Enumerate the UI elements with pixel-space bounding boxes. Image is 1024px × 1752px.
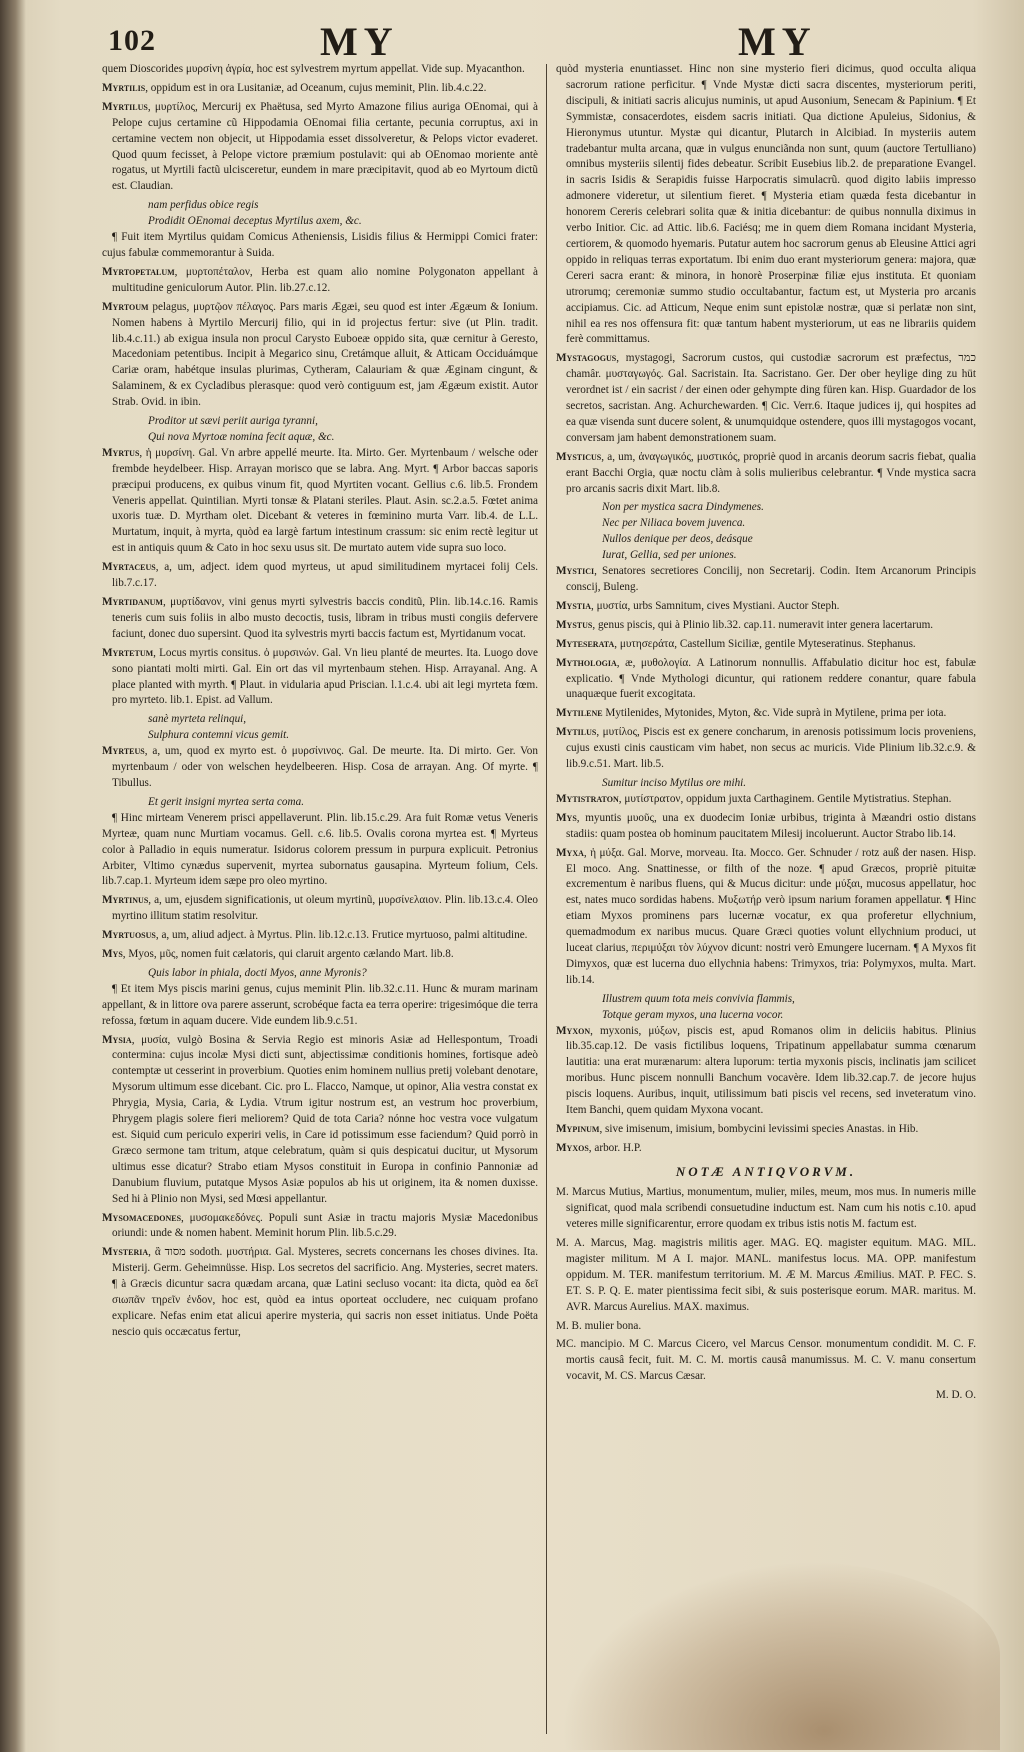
verse-line: Totque geram myxos, una lucerna vocor.: [602, 1008, 784, 1021]
abbreviation-entry: M. B. mulier bona.: [556, 1319, 642, 1332]
verse-line: Sulphura contemni vicus gemit.: [148, 729, 290, 742]
dictionary-entry: Myrtuosus, a, um, aliud adject. à Myrtus. Plin. lib.12.c.13. Frutice myrtuoso, palmi altitudine.: [102, 929, 528, 942]
headword: Mystagogus: [556, 352, 617, 365]
dictionary-entry: ¶ Fuit item Myrtilus quidam Comicus Atheniensis, Lisidis filius & Hermippi Comici frater: cujus fabulæ commemorantur à Suida.: [102, 231, 538, 259]
running-head-left: MY: [320, 19, 399, 64]
dictionary-entry: Myrtopetalum, μυρτοπέταλον, Herba est quam alio nomine Polygonaton appellant à multitudine geniculorum Autor. Plin. lib.27.c.12.: [102, 265, 538, 294]
right-column: [556, 62, 976, 1407]
dictionary-entry: Mystagogus, mystagogi, Sacrorum custos, qui custodiæ sacrorum est præfectus, כמר chamâr. μυσταγωγός. Gal. Sacristain. Ita. Sacristano. Ger. Der ober heylige ding zu hüt verordnet ist / ein sacrist / der einen oder gehympte ding füren kan. Hisp. Guardador de los secretos, sacristan. Ang. Achurchewarden. ¶ Cic. Verr.6. Itaque judices ij, qui hospites ad ea quæ visenda sunt ducere solent, & unumquidque ostendere, quos illi mystagogos vocant, conversam jam habent demonstrationem suam.: [556, 352, 976, 444]
headword: Mytilene: [556, 707, 603, 720]
headword: Mysteria: [102, 1246, 149, 1259]
dictionary-entry: Myrteus, a, um, quod ex myrto est. ὁ μυρσίνινος. Gal. De meurte. Ita. Di mirto. Ger. Von myrtenbaum / oder von welschen heydelbeeren. Hisp. Cosa de arrayan. Ang. Of myrte. ¶ Tibullus.: [102, 745, 538, 789]
verse-line: nam perfidus obice regis: [148, 199, 259, 212]
headword: Myrtopetalum: [102, 265, 175, 278]
headword: Myrtetum: [102, 646, 154, 659]
dictionary-entry: Mystia, μυστία, urbs Samnitum, cives Mystiani. Auctor Steph.: [556, 599, 840, 612]
page-number: 102: [108, 24, 156, 57]
water-stain: [560, 1560, 1000, 1750]
dictionary-entry: Myteserata, μυτησεράτα, Castellum Siciliæ, gentile Myteseratinus. Stephanus.: [556, 637, 916, 650]
column-divider: [546, 64, 547, 1734]
abbreviation-entry: MC. mancipio. M C. Marcus Cicero, vel Marcus Censor. monumentum condidit. M. C. F. mortis causâ fecit, fuit. M. C. M. mortis causâ manumissus. M. C. V. manu consertum vocavit, M. CS. Marcus Cæsar.: [556, 1338, 976, 1383]
dictionary-entry: Mythologia, æ, μυθολογία. A Latinorum nonnullis. Affabulatio dicitur hoc est, fabulæ explicatio. ¶ Vnde Mythologi dicuntur, qui rationem reddere conantur, quare fabula unaquæque fuerit excogitata.: [556, 656, 976, 701]
dictionary-entry: Mys, myuntis μυοῦς, una ex duodecim Ioniæ urbibus, triginta à Mæandri ostio distans stadiis: quam postea ob hominum paucitatem Milesij incoluerunt. Auctor Strabo lib.14.: [556, 811, 976, 840]
verse-line: Non per mystica sacra Dindymenes.: [602, 501, 764, 514]
dictionary-entry: Mypinum, sive imisenum, imisium, bombycini levissimi species Anastas. in Hib.: [556, 1123, 919, 1135]
dictionary-entry: Myxa, ἡ μύξα. Gal. Morve, morveau. Ita. Mocco. Ger. Schnuder / rotz auß der nasen. Hisp. El moco. Ang. Snattinesse, or filth of the noze. ¶ apud Græcos, propriè pituitæ excrementum è naribus fluens, qui & Mucus dicitur: unde μύξαι, mucosus appellatur, hoc est, nates muco sordidas habens. Μυξωτήρ verò ipsum narium foramen appellatur. ¶ Hinc etiam Myxos prominens pars lucernæ vocatur, ex qua proferetur ellychnium, quemadmodum ex naribus mucus. Quare Græci quoties volunt ellychnium produci, ut luceat clarius, περιμύξαι τὸν λύχνον dicunt: nostri verò Emungere lucernam. ¶ A Myxos fit Dimyxos, quæ est lucerna duo ellychnia habens: Trimyxos, tria: Polymyxos, multa. Mart. lib.14.: [556, 846, 976, 986]
headword: Mysia: [102, 1033, 132, 1046]
headword: Mystia: [556, 599, 592, 612]
headword: Myrteus: [102, 745, 145, 758]
verse-line: Qui nova Myrtoæ nomina fecit aquæ, &c.: [148, 430, 335, 443]
headword: Myxos: [556, 1141, 589, 1154]
headword: Mypinum: [556, 1123, 600, 1135]
dictionary-entry: Mytilus, μυτίλος, Piscis est ex genere concharum, in arenosis potissimum locis proveniens, cujus exusti cinis causticam vim habet, non secus ac muricis. Vide Plinium lib.32.c.9. & lib.9.c.51. Mart. lib.5.: [556, 726, 976, 771]
verse-line: Nullos denique per deos, deásque: [602, 533, 753, 546]
dictionary-entry: Mytilene Mytilenides, Mytonides, Myton, &c. Vide suprà in Mytilene, prima per iota.: [556, 707, 947, 720]
headword: Myrtilis: [102, 81, 146, 94]
verse-line: Quis labor in phiala, docti Myos, anne Myronis?: [148, 966, 367, 979]
headword: Mystus: [556, 618, 593, 631]
dictionary-entry: Mysomacedones, μυσομακεδόνες. Populi sunt Asiæ in tractu majoris Mysiæ Macedonibus oriundi: unde & nomen habent. Meminit horum Plin. lib.5.c.29.: [102, 1211, 538, 1240]
dictionary-entry: quòd mysteria enuntiasset. Hinc non sine mysterio fieri dicimus, quod occulta aliqua sacrorum ratione perficitur. ¶ Vnde Mystæ dicti sacra discentes, mysteriorum periti, discipuli, & initiati sacris alicujus numinis, ut apud Ausonium, Senecam & Papinium. ¶ Et Symmistæ, consacerdotes, eisdem sacris initiati. Qua dictione Apuleius, Sidonius, & Hieronymus utuntur. Mystæ qui dicantur, Plutarch in Alcibiad. In mysteriis autem tradebantur multa arcana, quæ in vulgus enunciãnda non sunt, quum (auctore Tertulliano) omnibus mysteriis silentij fides debeatur. Scribit Eusebius lib.2. de preparatione Evangel. in sacris Isidis & Serapidis fuisse Harpocratis simulacrũ. quod digito labiis impresso admonere videretur, ut silentium fieret. ¶ Mysteria etiam quæda festa dicebantur in honorem Cereris celebrari solita quæ & initia dicebantur: de quibus nonnulla diximus in verbo Initior. Cic. ad Attic. lib.6. Faciésq; me in quem diem Romana incidant Mysteria, certiorem, & quomodo hyemaris. Putatur autem hoc sacrorum genus ab Eleusine Attici agri oppido in reliquas terras exportatum. Ibi enim duo erant mysteriorum genera: majora, quæ Cereri sacra erant: & minora, in honorè Proserpinæ filiæ ejus instituta. Et quoniam utrorumq; ceremoniæ summo studio occultabantur, factum est, ut Mysteria pro arcanis accipiamus. Cic. ad Atticum, Neque enim sunt epistolæ nostræ, quæ si perlatæ non sint, nihil ea res nos offensura fit: quæ tantum habent mysteriorum, ut eas ne librariis quidem ferè committamus.: [556, 63, 976, 346]
headword: Mytilus: [556, 726, 597, 739]
headword: Myrtilus: [102, 100, 148, 113]
verse-line: Prodidit OEnomai deceptus Myrtilus axem, &c.: [148, 215, 362, 228]
dictionary-entry: Mysticus, a, um, ἀναγωγικός, μυστικός, propriè quod in arcanis deorum sacris fiebat, qualia erant Bacchi Orgia, quæ noctu clàm à solis mulieribus celebrantur. ¶ Vnde mystica sacra pro arcanis sacris dixit Mart. lib.8.: [556, 450, 976, 495]
headword: Mysomacedones: [102, 1211, 182, 1224]
left-column: [102, 62, 538, 1344]
dictionary-entry: Myrtilus, μυρτίλος, Mercurij ex Phaëtusa, sed Myrto Amazone filius auriga OEnomai, qui à Pelope cujus certamine cũ Hippodamia OEnomai filia certante, pecunia corruptus, axi in certamine vectem non objecit, ut Hippodamia esset dissolveretur, & Pelops victor evaderet. Quod quum fecisset, à Pelope victore præmium postulavit: qui ab OEnomao moriente antè rogatus, ut Myrtili factũ ulcisceretur, eundem in mare præcipitavit, quod ab eo Myrtoum dictũ est. Claudian.: [102, 100, 538, 193]
headword: Myrtus: [102, 446, 140, 459]
dictionary-entry: Myxos, arbor. H.P.: [556, 1141, 642, 1154]
headword: Myxa: [556, 846, 584, 859]
signature-mark: M. D. O.: [935, 1389, 976, 1402]
dictionary-entry: Myrtus, ἡ μυρσίνη. Gal. Vn arbre appellé meurte. Ita. Mirto. Ger. Myrtenbaum / welsche oder frembde heydelbeer. Hisp. Arrayan morisco que se labra. Ang. Myrt. ¶ Arbor baccas saporis præcipui producens, ex quibus vinum fit, quod Myrtiten vocant. Gellius c.6. lib.5. Frondem Veneris appellat. Quintilian. Myrti tonsæ & Platani steriles. Plaut. Asin. sc.2.a.5. Fœtet anima uxoris tuæ. D. Myrtham olet. Dicebant & veteres in fœminino murta Varr. lib.4. de L.L. Murtatum, inquit, à myrta, quòd ea largè fartum intestinum crassum: sic enim rectè legitur ut est in antiquis quum & Cato in hoc sexu usus sit. De murtato autem vide supra suo loco.: [102, 446, 538, 555]
book-binding-edge: [0, 0, 26, 1752]
verse-line: sanè myrteta relinqui,: [148, 713, 247, 726]
headword: Myrtuosus: [102, 929, 156, 942]
dictionary-entry: Mystus, genus piscis, qui à Plinio lib.32. cap.11. numeravit inter genera lacertarum.: [556, 618, 934, 631]
verse-line: Proditor ut sævi periit auriga tyranni,: [148, 415, 318, 428]
verse-line: Iurat, Gellia, sed per uniones.: [602, 549, 737, 562]
dictionary-entry: ¶ Hinc mirteam Venerem prisci appellaverunt. Plin. lib.15.c.29. Ara fuit Romæ vetus Veneris Myrteæ, quam nunc Murtiam vocamus. Gell. c.6. lib.5. Ovalis corona myrtea est. ¶ Myrteus color à Palladio in equis numeratur. Isidorus colorem pressum in purpura explicuit. Petronius Arbiter, Vltimo cynædus supervenit, myrtea subornatus gausapina. Myrteum folium, Cels. lib.7.cap.1. Myrteum idem sæpe pro oleo myrtino.: [102, 811, 538, 888]
dictionary-entry: Mys, Myos, μῦς, nomen fuit cælatoris, qui claruit argento cælando Mart. lib.8.: [102, 948, 454, 961]
headword: Myrtidanum: [102, 596, 163, 608]
dictionary-entry: Mystici, Senatores secretiores Concilij, non Secretarij. Codin. Item Arcanorum Principis conscij, Buleng.: [556, 565, 976, 593]
verse-line: Illustrem quum tota meis convivia flammis,: [602, 992, 795, 1005]
headword: Myrtoum: [102, 300, 149, 313]
dictionary-entry: Mysteria, ἃ מסוד sodoth. μυστήρια. Gal. Mysteres, secrets concernans les choses divines. Ita. Misterij. Germ. Geheimnüsse. Hisp. Los secretos del sacrificio. Ang. Mysteries, secret maters. ¶ à Græcis dicuntur sacra quædam arcana, quæ Latini secluso vocant: ita dicta, quòd ea δεῖ σιωπᾶν τηρεῖν ἐνδον, hoc est, quòd ea intus oporteat occludere, nec cuiquam profano explicare. Nefas enim etat alicui aperire mysteria, qui sacris non esset initiatus. Unde Poëta nescio quis occæcatus fertur,: [102, 1246, 538, 1338]
verse-line: Et gerit insigni myrtea serta coma.: [148, 795, 304, 808]
dictionary-entry: Mytistraton, μυτίστρατον, oppidum juxta Carthaginem. Gentile Mytistratius. Stephan.: [556, 792, 952, 805]
running-head-right: MY: [738, 19, 817, 64]
abbreviation-entry: M. A. Marcus, Mag. magistris militis ager. MAG. EQ. magister equitum. MAG. MIL. magister militum. M A I. major. MANL. manifestus locus. MA. OPP. manifestum oppidum. M. TER. manifestum territorium. M. Æ M. Marcus Æmilius. MAT. P. FEC. S. ET. S. P. Q. E. mater pientissima fecit sibi, & suis posterisque eorum. MAR. maritus. M. AVR. Marcus Aurelius. MAX. maximus.: [556, 1236, 976, 1313]
dictionary-entry: Myrtidanum, μυρτίδανον, vini genus myrti sylvestris baccis conditũ, Plin. lib.14.c.16. Ramis teneris cum suis foliis in albo musto decoctis, tusis, libram in tribus musti congiis defervere faciunt, donec duo supersint. Quod ita sylvestris myrti baccis factum est, Myrtidanum vocat.: [102, 596, 538, 640]
headword: Mytistraton: [556, 792, 619, 805]
dictionary-entry: Myrtilis, oppidum est in ora Lusitaniæ, ad Oceanum, cujus meminit, Plin. lib.4.c.22.: [102, 81, 487, 94]
headword: Mythologia: [556, 656, 617, 669]
headword: Mysticus: [556, 450, 602, 463]
headword: Myrtinus: [102, 894, 149, 907]
verse-line: Sumitur inciso Mytilus ore mihi.: [602, 776, 747, 789]
headword: Mys: [556, 811, 577, 824]
dictionary-entry: Myrtetum, Locus myrtis consitus. ὁ μυρσινών. Gal. Vn lieu planté de meurtes. Ita. Luogo dove sono piantati molti mirti. Gal. Ein ort das vil myrtenbaum stehen. Hisp. Arrayanal. Ang. A place planted with myrth. ¶ Plaut. in vidularia apud Priscian. l.1.c.4. ubi ait legi myrteta fœm. pro myrteto. lib.1. Epist. ad Vallum.: [102, 646, 538, 707]
headword: Myteserata: [556, 637, 615, 650]
headword: Myxon: [556, 1024, 591, 1037]
abbreviation-entry: M. Marcus Mutius, Martius, monumentum, mulier, miles, meum, mos mus. In numeris mille significat, quod mala scribendi consuetudine inductum est. Nam cum his notis c.10. apud veteres mille significarentur, errore quodam ex tribus istis notis M. factum est.: [556, 1186, 976, 1231]
dictionary-entry: Myrtoum pelagus, μυρτῷον πέλαγος. Pars maris Ægæi, seu quod est inter Ægæum & Ionium. Nomen habens à Myrtilo Mercurij filio, qui in id projectus fertur: sive (ut Plin. tradit. lib.4.c.11.) ab exigua insula non procul Carysto Euboeæ oppido sita, quæ cernitur à Geresto, Macedoniam petentibus. Incipit à Megarico sinu, Cretámque alluit, & Atticam Occiduámque Cariæ oram, habétque insulas plurimas, Cytheram, Calauriam & quæ Æginam cingunt, & Salaminem, & ex Cycladibus plerasque: quod verò contiguum est, jam Ægæum existit. Autor Strab. Ovid. in ibin.: [102, 300, 538, 409]
headword: Mystici: [556, 565, 595, 578]
dictionary-entry: Myxon, myxonis, μύξων, piscis est, apud Romanos olim in deliciis habitus. Plinius lib.35.cap.12. De vasis fictilibus loquens, Tripatinum appellabatur summa cœnarum lautitia: una erat murænarum: altera luporum: tertia myxonis piscis, inclinatis jam scilicet moribus. Hunc piscem nonnulli Banchum vocavère. Idem lib.32.cap.7. de jecore hujus piscis loquens. Auribus, inquit, utilissimum bati piscis vel recens, sed inveteratum vino. Item Banchi, quem quidam Myxona vocant.: [556, 1024, 976, 1117]
verse-line: Nec per Niliaca bovem juvenca.: [602, 517, 746, 530]
dictionary-entry: Myrtaceus, a, um, adject. idem quod myrteus, ut apud similitudinem myrtacei folij Cels. lib.7.c.17.: [102, 561, 538, 590]
headword: Myrtaceus: [102, 561, 156, 574]
dictionary-entry: Myrtinus, a, um, ejusdem significationis, ut oleum myrtinũ, μυρσίνελαιον. Plin. lib.13.c.4. Oleo myrtino illitum statim resolvitur.: [102, 894, 538, 923]
headword: Mys: [102, 948, 123, 961]
dictionary-entry: ¶ Et item Mys piscis marini genus, cujus meminit Plin. lib.32.c.11. Hunc & muram marinam appellant, & in littore ova parere asserunt, scrobéque facta ea terra operire: trigesimóque die terra refossa, fœtum in aquam ducere. Vide eundem lib.9.c.51.: [102, 982, 538, 1027]
dictionary-entry: Mysia, μυσία, vulgò Bosina & Servia Regio est minoris Asiæ ad Hellespontum, Troadi contermina: cujus incolæ Mysi dicti sunt, abjectissimæ conditionis homines, fortisque adeò contemptæ ut cesserint in proverbium. Quoties enim hominem nullius pretij volebant denotare, Mysorum ultimum esse dicebant. Cic. pro L. Flacco, Namque, ut opinor, Alia vestra constat ex Phrygia, Mysia, Caria, & Lydia. Vtrum igitur nostrum est, an vestrum hoc proverbium, Phrygem plagis solere fieri meliorem? Quid de tota Caria? nónne hoc vestra voce vulgatum est. Siquid cum periculo experiri velis, in Care id potissimum esse faciendum? Quid porrò in Græco sermone tam tritum, atque celebratum, quàm si quis despicatui ducitur, ut Mysorum ultimus esse dicatur? Strabo etiam Mysos constituit in Europa in confinio Pannoniæ ad Danubium fluvium, putatque Mysos Asiæ populos ab his ut originem, ita & nomen duxisse. Sed hi à Plinio non Mysi, sed Mœsi appellantur.: [102, 1033, 538, 1205]
notae-heading: NOTÆ ANTIQVORVM.: [675, 1163, 857, 1179]
dictionary-entry: quem Dioscorides μυρσίνη ἀγρία, hoc est sylvestrem myrtum appellat. Vide sup. Myacanthon.: [102, 63, 525, 75]
